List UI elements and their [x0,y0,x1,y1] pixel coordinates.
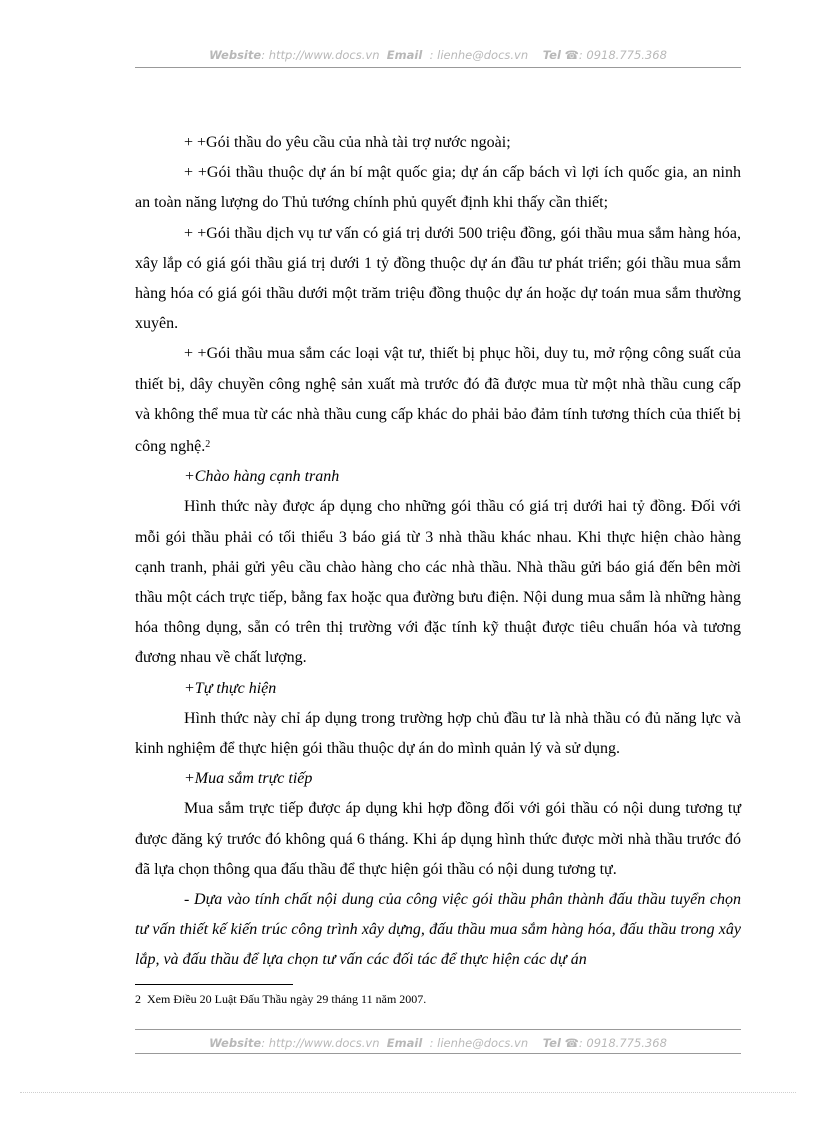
website-label: Website [209,48,262,62]
section-heading: +Chào hàng cạnh tranh [184,468,340,486]
page-edge-dots [20,1092,796,1093]
phone-icon: ☎ [564,48,579,62]
footnote-text: Xem Điều 20 Luật Đấu Thầu ngày 29 tháng 11 năm 2007. [147,992,427,1006]
email-value[interactable]: : lienhe@docs.vn [429,48,529,62]
website-label: Website [209,1036,262,1050]
footnote-number: 2 [135,992,141,1006]
footnote-separator [135,984,293,985]
phone-icon: ☎ [564,1036,579,1050]
paragraph: + +Gói thầu dịch vụ tư vấn có giá trị dưới 500 triệu đồng, gói thầu mua sắm hàng hóa, xây lắp có giá gói thầu giá trị dưới 1 tỷ đồng thuộc dự án đầu tư phát triển; gói thầu mua sắm hàng hóa có giá gói thầu dưới một trăm triệu đồng thuộc dự án hoặc dự toán mua sắm thường xuyên. [135,224,741,333]
paragraph: + +Gói thầu do yêu cầu của nhà tài trợ nước ngoài; [184,134,511,151]
email-value[interactable]: : lienhe@docs.vn [429,1036,529,1050]
paragraph-italic: - Dựa vào tính chất nội dung của công việc gói thầu phân thành đấu thầu tuyển chọn tư vấn thiết kế kiến trúc công trình xây dựng, đấu thầu mua sắm hàng hóa, đấu thầu trong xây lắp, và đấu thầu để lựa chọn tư vấn các đối tác để thực hiện các dự án [135,891,741,969]
footer-rule [135,1029,741,1030]
paragraph: + +Gói thầu thuộc dự án bí mật quốc gia; dự án cấp bách vì lợi ích quốc gia, an ninh an toàn năng lượng do Thủ tướng chính phủ quyết định khi thấy cần thiết; [135,164,741,212]
tel-label: Tel [542,1036,561,1050]
tel-value: : 0918.775.368 [578,48,667,62]
document-body [135,128,741,976]
website-value[interactable]: : http://www.docs.vn [261,48,380,62]
footer-bottom-rule [135,1053,741,1054]
page-footer [135,1036,741,1050]
footnote [135,992,426,1007]
paragraph: Hình thức này được áp dụng cho những gói thầu có giá trị dưới hai tỷ đồng. Đối với mỗi gói thầu phải có tối thiểu 3 báo giá từ 3 nhà thầu khác nhau. Khi thực hiện chào hàng cạnh tranh, phải gửi yêu cầu chào hàng cho các nhà thầu. Nhà thầu gửi báo giá đến bên mời thầu một cách trực tiếp, bằng fax hoặc qua đường bưu điện. Nội dung mua sắm là những hàng hóa thông dụng, sẵn có trên thị trường với đặc tính kỹ thuật được tiêu chuẩn hóa và tương đương nhau về chất lượng. [135,498,741,667]
section-heading: +Mua sắm trực tiếp [184,770,313,788]
paragraph: Mua sắm trực tiếp được áp dụng khi hợp đồng đối với gói thầu có nội dung tương tự được đăng ký trước đó không quá 6 tháng. Khi áp dụng hình thức được mời nhà thầu trước đó đã lựa chọn thông qua đấu thầu để thực hiện gói thầu có nội dung tương tự. [135,800,741,878]
tel-label: Tel [542,48,561,62]
email-label: Email [386,48,423,62]
website-value[interactable]: : http://www.docs.vn [261,1036,380,1050]
paragraph: Hình thức này chỉ áp dụng trong trường hợp chủ đầu tư là nhà thầu có đủ năng lực và kinh nghiệm để thực hiện gói thầu thuộc dự án do mình quản lý và sử dụng. [135,709,741,758]
email-label: Email [386,1036,423,1050]
page-header [135,48,741,62]
section-heading: +Tự thực hiện [184,679,277,697]
paragraph [135,339,741,462]
tel-value: : 0918.775.368 [578,1036,667,1050]
footnote-reference[interactable]: 2 [205,439,211,451]
paragraph-text: + +Gói thầu mua sắm các loại vật tư, thiết bị phục hồi, duy tu, mở rộng công suất của thiết bị, dây chuyền công nghệ sản xuất mà trước đó đã được mua từ một nhà thầu cung cấp và không thể mua từ các nhà thầu cung cấp khác do phải bảo đảm tính tương thích của thiết bị công nghệ. [135,345,741,456]
header-rule [135,67,741,68]
